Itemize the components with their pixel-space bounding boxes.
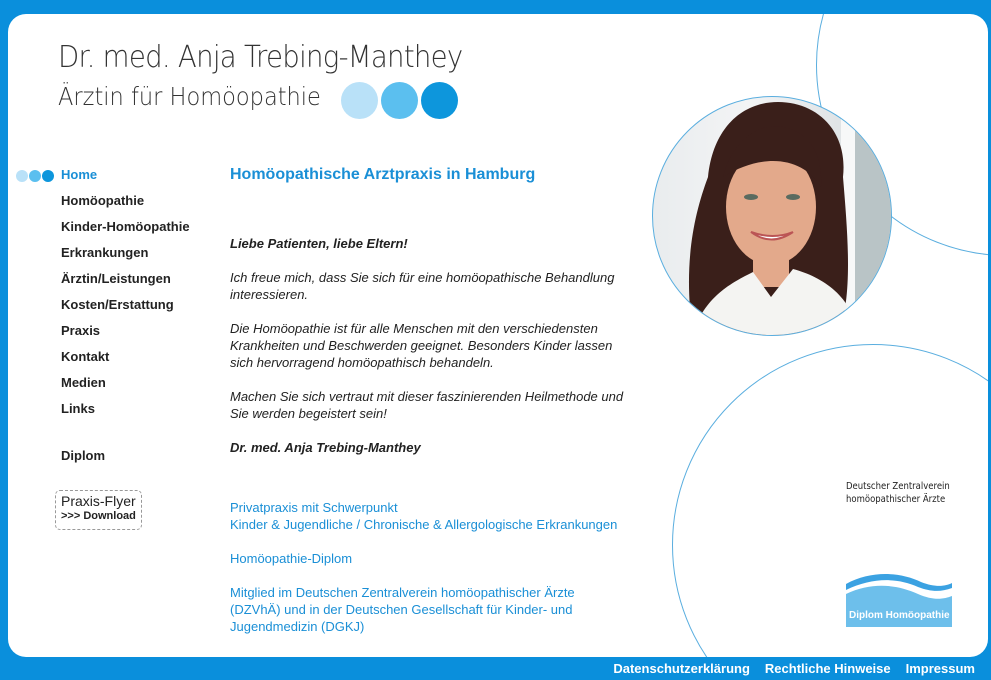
intro-paragraph-2: Die Homöopathie ist für alle Menschen mit den verschiedensten Krankheiten und Beschwerden geeignet. Besonders Kinder lassen sich hervorragend homöopathisch behandeln.: [230, 321, 613, 370]
logo-subtitle: Ärztin für Homöopathie: [58, 82, 321, 111]
membership-text: Mitglied im Deutschen Zentralverein homöopathischer Ärzte (DZVhÄ) und in der Deutschen Gesellschaft für Kinder- und Jugendmedizin (DGKJ): [230, 585, 575, 634]
signature: Dr. med. Anja Trebing-Manthey: [230, 440, 421, 455]
logo-name: Dr. med. Anja Trebing-Manthey: [58, 40, 463, 75]
footer-link-impressum[interactable]: Impressum: [905, 661, 975, 676]
dzvha-line2: homöopathischer Ärzte: [846, 494, 946, 505]
nav-item-links[interactable]: Links: [61, 401, 95, 416]
practice-focus-line1: Privatpraxis mit Schwerpunkt: [230, 500, 398, 515]
flyer-title: Praxis-Flyer: [61, 493, 136, 509]
nav-item-erkrankungen[interactable]: Erkrankungen: [61, 245, 149, 260]
diplom-logo-label: Diplom Homöopathie: [849, 610, 950, 621]
nav-item-praxis[interactable]: Praxis: [61, 323, 101, 338]
nav-item-aerztin-leistungen[interactable]: Ärztin/Leistungen: [61, 271, 171, 286]
nav-item-kosten-erstattung[interactable]: Kosten/Erstattung: [61, 297, 174, 312]
page-panel: [8, 14, 988, 657]
nav-item-kontakt[interactable]: Kontakt: [61, 349, 110, 364]
nav-item-medien[interactable]: Medien: [61, 375, 106, 390]
intro-paragraph-1: Ich freue mich, dass Sie sich für eine homöopathische Behandlung interessieren.: [230, 270, 615, 302]
practice-focus-line2: Kinder & Jugendliche / Chronische & Allergologische Erkrankungen: [230, 517, 618, 532]
logo-dots-icon: [341, 82, 458, 119]
page-title: Homöopathische Arztpraxis in Hamburg: [230, 166, 536, 183]
greeting: Liebe Patienten, liebe Eltern!: [230, 236, 408, 251]
nav-item-homoeopathie[interactable]: Homöopathie: [61, 193, 145, 208]
diplom-homoeopathie-logo[interactable]: [846, 572, 952, 627]
flyer-download-label: >>> Download: [61, 510, 136, 522]
nav-item-home[interactable]: Home: [61, 167, 98, 182]
flyer-download-button[interactable]: [55, 490, 142, 530]
footer-link-rechtliche-hinweise[interactable]: Rechtliche Hinweise: [764, 661, 891, 676]
dzvha-line1: Deutscher Zentralverein: [846, 481, 950, 492]
diplom-text: Homöopathie-Diplom: [230, 551, 353, 566]
footer-links: [613, 661, 975, 676]
nav-item-kinder-homoeopathie[interactable]: Kinder-Homöopathie: [61, 219, 190, 234]
nav-item-diplom[interactable]: Diplom: [61, 448, 106, 463]
intro-paragraph-3: Machen Sie sich vertraut mit dieser faszinierenden Heilmethode und Sie werden begeistert sein!: [230, 389, 624, 421]
dzvha-logo-text[interactable]: [846, 480, 950, 506]
active-nav-dots-icon: [16, 170, 54, 182]
doctor-portrait-photo: [652, 96, 892, 336]
footer-link-datenschutz[interactable]: Datenschutzerklärung: [613, 661, 750, 676]
